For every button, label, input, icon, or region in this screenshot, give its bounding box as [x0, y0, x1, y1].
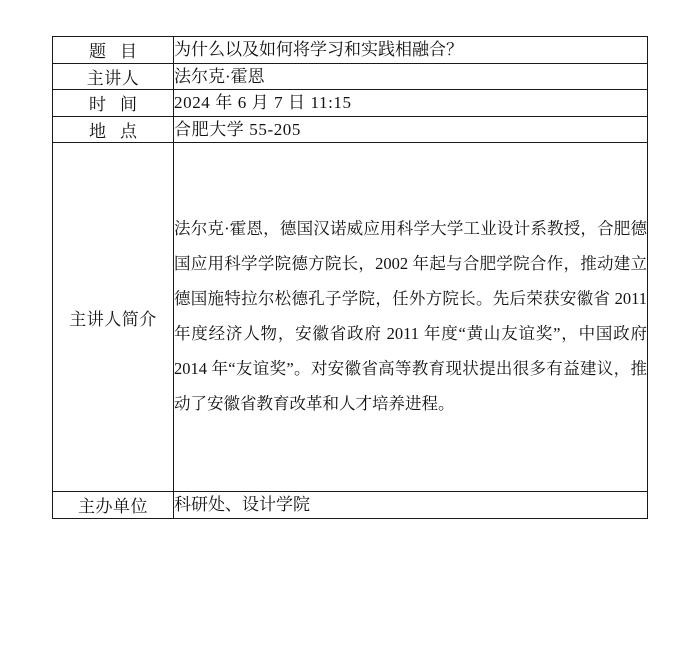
row-value-speaker: 法尔克·霍恩	[174, 63, 648, 90]
table-row	[53, 492, 648, 519]
table-row	[53, 90, 648, 117]
row-value-place: 合肥大学 55-205	[174, 116, 648, 143]
lecture-info-table	[52, 36, 648, 519]
table-row	[53, 63, 648, 90]
table-row	[53, 116, 648, 143]
row-label-place: 地点	[53, 116, 174, 143]
row-label-title: 题目	[53, 37, 174, 64]
table-row	[53, 37, 648, 64]
row-value-organizer: 科研处、设计学院	[174, 492, 648, 519]
row-value-bio: 法尔克·霍恩，德国汉诺威应用科学大学工业设计系教授，合肥德国应用科学学院德方院长，2002 年起与合肥学院合作，推动建立德国施特拉尔松德孔子学院，任外方院长。先后荣获安徽省 2011 年度经济人物，安徽省政府 2011 年度“黄山友谊奖”，中国政府 2014 年“友谊奖”。对安徽省高等教育现状提出很多有益建议，推动了安徽省教育改革和人才培养进程。	[174, 143, 648, 492]
row-label-speaker: 主讲人	[53, 63, 174, 90]
row-label-bio: 主讲人简介	[53, 143, 174, 492]
row-label-time: 时间	[53, 90, 174, 117]
table-row	[53, 143, 648, 492]
row-value-title: 为什么以及如何将学习和实践相融合？	[174, 37, 648, 64]
row-value-time: 2024 年 6 月 7 日 11:15	[174, 90, 648, 117]
row-label-organizer: 主办单位	[53, 492, 174, 519]
